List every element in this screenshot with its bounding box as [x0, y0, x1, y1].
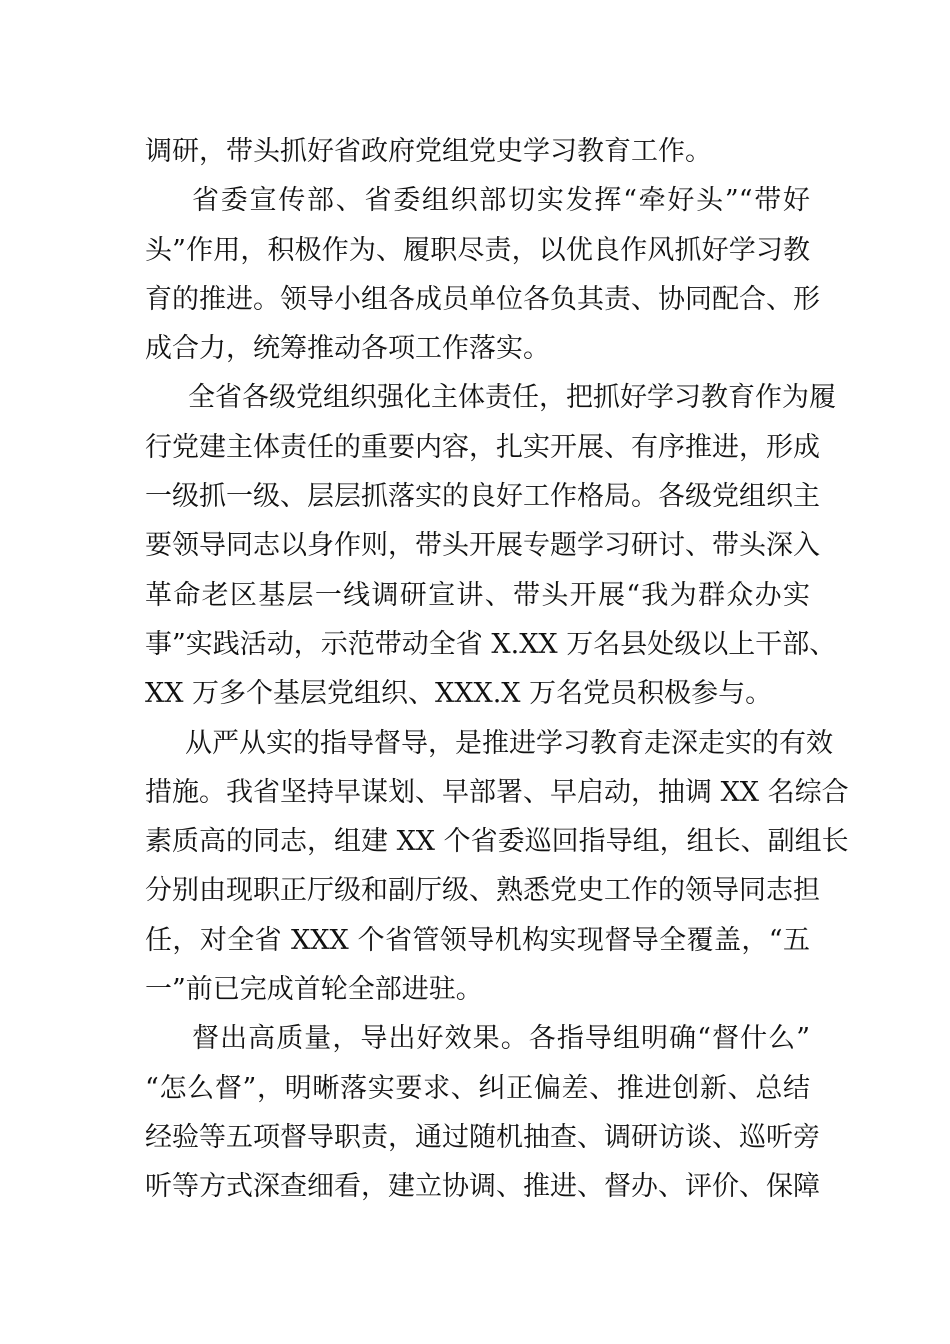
text-line-6: 全省各级党组织强化主体责任，把抓好学习教育作为履	[188, 382, 836, 414]
text-line-13: 从严从实的指导督导，是推进学习教育走深走实的有效	[185, 727, 833, 759]
text-line-3: 头”作用，积极作为、履职尽责，以优良作风抓好学习教	[145, 234, 810, 266]
text-line-7: 行党建主体责任的重要内容，扎实开展、有序推进，形成	[145, 431, 820, 463]
text-line-14: 措施。我省坚持早谋划、早部署、早启动，抽调 XX 名综合	[145, 776, 849, 808]
text-line-8: 一级抓一级、层层抓落实的良好工作格局。各级党组织主	[145, 481, 820, 513]
text-line-9: 要领导同志以身作则，带头开展专题学习研讨、带头深入	[145, 530, 820, 562]
text-line-20: “怎么督”，明晰落实要求、纠正偏差、推进创新、总结	[145, 1072, 810, 1104]
text-line-4: 育的推进。领导小组各成员单位各负其责、协同配合、形	[145, 283, 820, 315]
text-line-5: 成合力，统筹推动各项工作落实。	[145, 333, 550, 365]
text-line-11: 事”实践活动，示范带动全省 X.XX 万名县处级以上干部、	[145, 628, 837, 660]
text-line-10: 革命老区基层一线调研宣讲、带头开展“我为群众办实	[145, 579, 810, 611]
text-line-12: XX 万多个基层党组织、XXX.X 万名党员积极参与。	[145, 678, 773, 710]
text-line-17: 任，对全省 XXX 个省管领导机构实现督导全覆盖，“五	[145, 924, 810, 956]
text-line-19: 督出高质量，导出好效果。各指导组明确“督什么”	[192, 1023, 810, 1055]
text-line-1: 调研，带头抓好省政府党组党史学习教育工作。	[145, 136, 712, 167]
document-body	[145, 127, 849, 1212]
text-line-21: 经验等五项督导职责，通过随机抽查、调研访谈、巡听旁	[145, 1121, 820, 1153]
text-line-16: 分别由现职正厅级和副厅级、熟悉党史工作的领导同志担	[145, 875, 820, 907]
text-line-2: 省委宣传部、省委组织部切实发挥“牵好头”“带好	[192, 185, 810, 217]
text-line-22: 听等方式深查细看，建立协调、推进、督办、评价、保障	[145, 1171, 820, 1203]
text-line-15: 素质高的同志，组建 XX 个省委巡回指导组，组长、副组长	[145, 826, 849, 858]
text-line-18: 一”前已完成首轮全部进驻。	[145, 974, 483, 1006]
